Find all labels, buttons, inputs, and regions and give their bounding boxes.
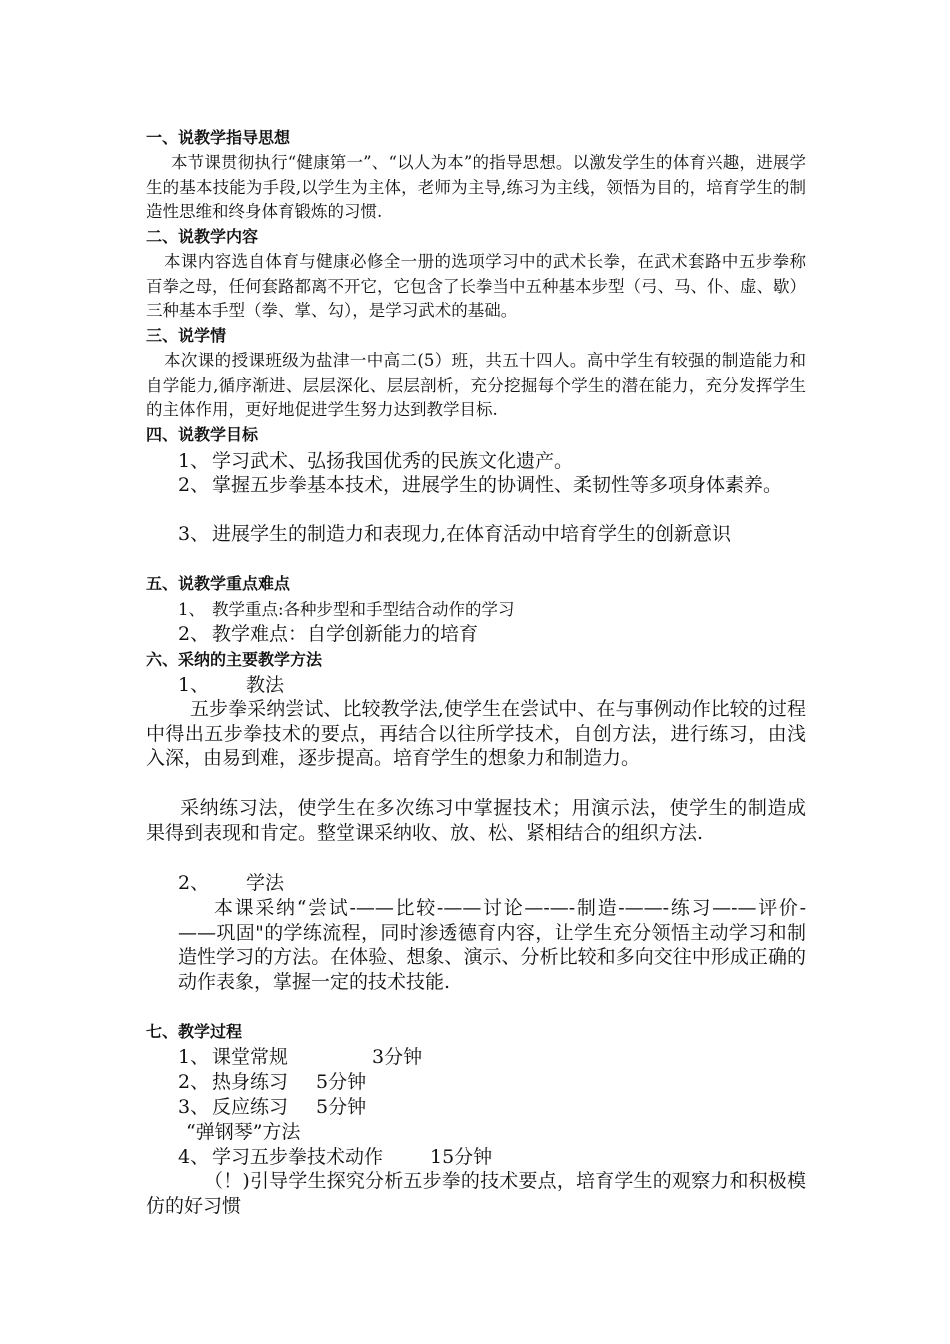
process-item-time: 15分钟 <box>430 1146 493 1168</box>
process-item-text: 学习五步拳技术动作 <box>212 1146 384 1168</box>
section-heading-teaching-content: 二、说教学内容 <box>146 227 259 246</box>
key-point-item <box>0 622 950 647</box>
process-item-time: 5分钟 <box>316 1071 367 1093</box>
paragraph-learning-method: 本课采纳“尝试-——比较-——讨论—-—-制造-——-练习—-—评价-——巩固"的学练流程，同时渗透德育内容，让学生充分领悟主动学习和制造性学习的方法。在体验、想象、演示、分析比较和多向交往中形成正确的动作表象，掌握一定的技术技能. <box>178 897 806 993</box>
section-heading-teaching-goals: 四、说教学目标 <box>146 425 259 444</box>
paragraph-teaching-method-1: 五步拳采纳尝试、比较教学法,使学生在尝试中、在与事例动作比较的过程中得出五步拳技术的要点，再结合以往所学技术，自创方法，进行练习，由浅入深，由易到难，逐步提高。培育学生的想象力和制造力。 <box>146 698 806 769</box>
key-point-item-number: 2、 <box>178 623 210 645</box>
process-item-number: 2、 <box>178 1071 210 1093</box>
paragraph-process-step: （！)引导学生探究分析五步拳的技术要点，培育学生的观察力和积极模仿的好习惯 <box>146 1170 806 1217</box>
goal-item-number: 3、 <box>178 523 210 545</box>
goal-item-number: 1、 <box>178 450 210 472</box>
process-item-time: 5分钟 <box>316 1096 367 1118</box>
method-subheading-teaching: 教法 <box>246 674 285 696</box>
goal-item-text: 学习武术、弘扬我国优秀的民族文化遗产。 <box>212 450 574 472</box>
section-heading-guiding-ideology: 一、说教学指导思想 <box>146 128 291 147</box>
key-point-item <box>0 598 950 623</box>
process-item-number: 1、 <box>178 1046 210 1068</box>
process-note: “弹钢琴”方法 <box>186 1121 301 1143</box>
goal-item <box>0 522 950 572</box>
paragraph-teaching-content: 本课内容选自体育与健康必修全一册的选项学习中的武术长拳，在武术套路中五步拳称百拳之母，任何套路都离不开它，它包含了长拳当中五种基本步型（弓、马、仆、虚、歇）三种基本手型（拳、掌、勾），是学习武术的基础。 <box>146 252 806 320</box>
section-heading-key-difficult-points: 五、说教学重点难点 <box>146 574 291 593</box>
key-point-item-text: 教学重点:各种步型和手型结合动作的学习 <box>212 600 515 619</box>
section-heading-student-situation: 三、说学情 <box>146 326 227 345</box>
process-item-text: 热身练习 <box>212 1071 289 1093</box>
process-item-number: 3、 <box>178 1096 210 1118</box>
goal-item-number: 2、 <box>178 474 210 496</box>
paragraph-guiding-ideology: 本节课贯彻执行“健康第一”、“以人为本”的指导思想。以激发学生的体育兴趣，进展学生的基本技能为手段,以学生为主体，老师为主导,练习为主线，领悟为目的，培育学生的制造性思维和终身体育锻炼的习惯. <box>146 153 806 221</box>
paragraph-student-situation: 本次课的授课班级为盐津一中高二(5）班，共五十四人。高中学生有较强的制造能力和自学能力,循序渐进、层层深化、层层剖析，充分挖掘每个学生的潜在能力，充分发挥学生的主体作用，更好地促进学生努力达到教学目标. <box>146 351 806 419</box>
key-point-item-text: 教学难点：自学创新能力的培育 <box>212 623 479 645</box>
section-heading-teaching-methods: 六、采纳的主要教学方法 <box>146 650 323 669</box>
section-heading-teaching-process: 七、教学过程 <box>146 1022 243 1041</box>
goal-item <box>0 449 950 474</box>
method-subheading-learning: 学法 <box>246 872 285 894</box>
method-subheading-number: 2、 <box>178 872 210 894</box>
goal-item-text: 进展学生的制造力和表现力,在体育活动中培育学生的创新意识 <box>212 523 732 545</box>
goal-item <box>0 473 950 523</box>
process-item-text: 课堂常规 <box>212 1046 289 1068</box>
process-item-number: 4、 <box>178 1146 210 1168</box>
paragraph-teaching-method-2: 采纳练习法，使学生在多次练习中掌握技术；用演示法，使学生的制造成果得到表现和肯定。整堂课采纳收、放、松、紧相结合的组织方法. <box>146 797 806 844</box>
process-item-text: 反应练习 <box>212 1096 289 1118</box>
goal-item-text: 掌握五步拳基本技术，进展学生的协调性、柔韧性等多项身体素养。 <box>212 474 783 496</box>
key-point-item-number: 1、 <box>178 600 205 619</box>
process-item-time: 3分钟 <box>372 1046 423 1068</box>
method-subheading-number: 1、 <box>178 674 210 696</box>
